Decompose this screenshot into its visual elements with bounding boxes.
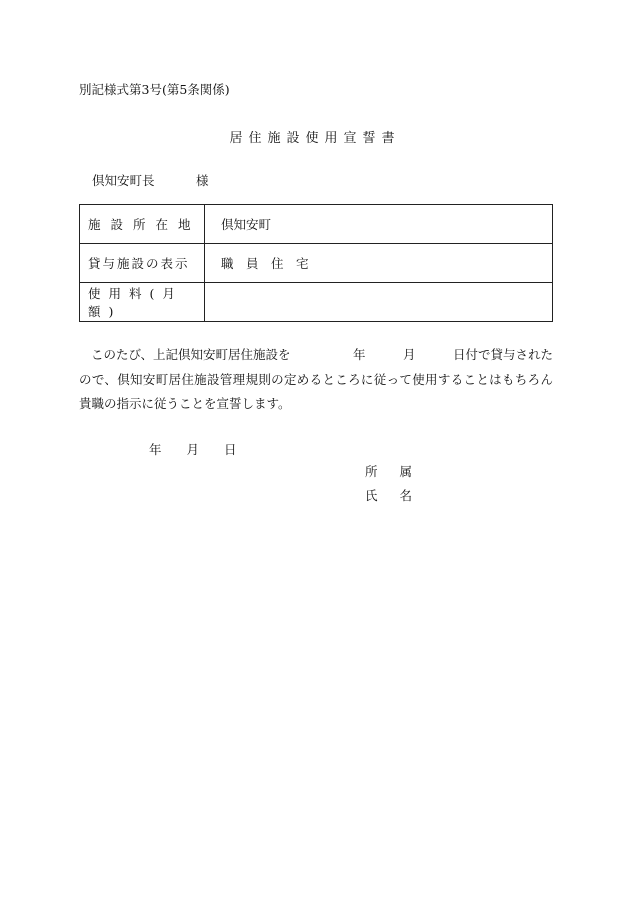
facility-location-value: 倶知安町	[205, 205, 553, 244]
usage-fee-label: 使用料(月額)	[80, 283, 205, 322]
affiliation-label: 所属	[365, 464, 435, 479]
facility-info-table	[79, 204, 553, 322]
facility-display-label: 貸与施設の表示	[80, 244, 205, 283]
addressee-honorific: 様	[196, 173, 209, 188]
date-line: 年 月 日	[149, 442, 237, 457]
table-row	[80, 244, 553, 283]
table-row	[80, 205, 553, 244]
usage-fee-value	[205, 283, 553, 322]
facility-display-value: 職 員 住 宅	[205, 244, 553, 283]
document-title: 居住施設使用宣誓書	[229, 131, 401, 146]
addressee-name: 倶知安町長	[92, 173, 155, 188]
declaration-text: このたび、上記倶知安町居住施設を 年 月 日付で貸与されたので、倶知安町居住施設管理規則の定めるところに従って使用することはもちろん貴職の指示に従うことを宣誓します。	[79, 347, 554, 411]
table-row	[80, 283, 553, 322]
name-label: 氏名	[365, 488, 435, 503]
form-number: 別記様式第3号(第5条関係)	[79, 82, 230, 97]
addressee	[92, 171, 209, 189]
facility-location-label: 施設所在地	[80, 205, 205, 244]
